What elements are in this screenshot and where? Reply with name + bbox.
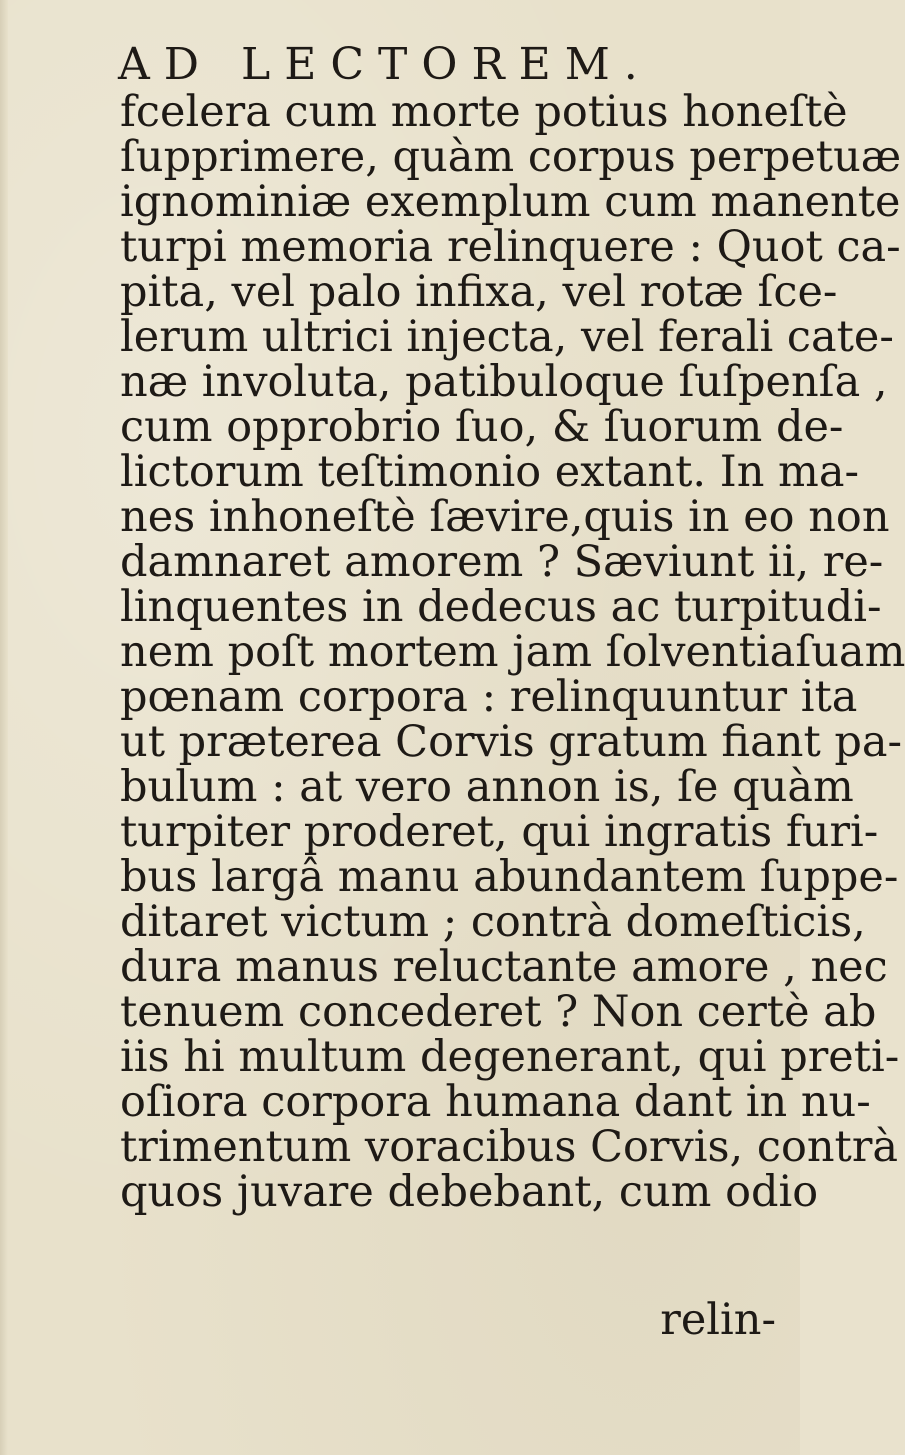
text-line: nes inhoneſtè ſævire,quis in eo non [120, 492, 890, 542]
text-line: lictorum teſtimonio extant. In ma- [120, 447, 859, 497]
text-line: næ involuta, patibuloque ſuſpenſa , [120, 357, 888, 407]
text-line: lerum ultrici injecta, vel ferali cate- [120, 312, 894, 362]
text-line: pœnam corpora : relinquuntur ita [120, 672, 858, 722]
text-line: oſiora corpora humana dant in nu- [120, 1077, 871, 1127]
text-line: trimentum voracibus Corvis, contrà [120, 1122, 899, 1172]
text-line: ditaret victum ; contrà domeſticis, [120, 897, 866, 947]
text-line: cum opprobrio ſuo, & ſuorum de- [120, 402, 844, 452]
text-line: tenuem concederet ? Non certè ab [120, 987, 877, 1037]
body-text [120, 87, 905, 1217]
text-line: iis hi multum degenerant, qui preti- [120, 1032, 900, 1082]
text-line: bulum : at vero annon is, ſe quàm [120, 762, 854, 812]
text-line: ut præterea Corvis gratum fiant pa- [120, 717, 903, 767]
text-line: ſupprimere, quàm corpus perpetuæ [120, 132, 902, 182]
text-line: ignominiæ exemplum cum manente [120, 177, 901, 227]
text-line: pita, vel palo infixa, vel rotæ ſce- [120, 267, 838, 317]
running-head: AD LECTOREM. [118, 39, 652, 90]
text-line: turpiter proderet, qui ingratis furi- [120, 807, 879, 857]
text-line: linquentes in dedecus ac turpitudi- [120, 582, 882, 632]
text-line: damnaret amorem ? Sæviunt ii, re- [120, 537, 884, 587]
text-line: fcelera cum morte potius honeſtè [120, 87, 848, 137]
text-line: nem poſt mortem jam ſolventiaſuam [120, 627, 905, 677]
text-line: dura manus reluctante amore , nec [120, 942, 888, 992]
text-line: quos juvare debebant, cum odio [120, 1167, 819, 1217]
catchword: relin- [660, 1295, 776, 1345]
text-line: turpi memoria relinquere : Quot ca- [120, 222, 901, 272]
text-line: bus largâ manu abundantem ſuppe- [120, 852, 899, 902]
page-gutter-shadow [0, 0, 8, 1455]
